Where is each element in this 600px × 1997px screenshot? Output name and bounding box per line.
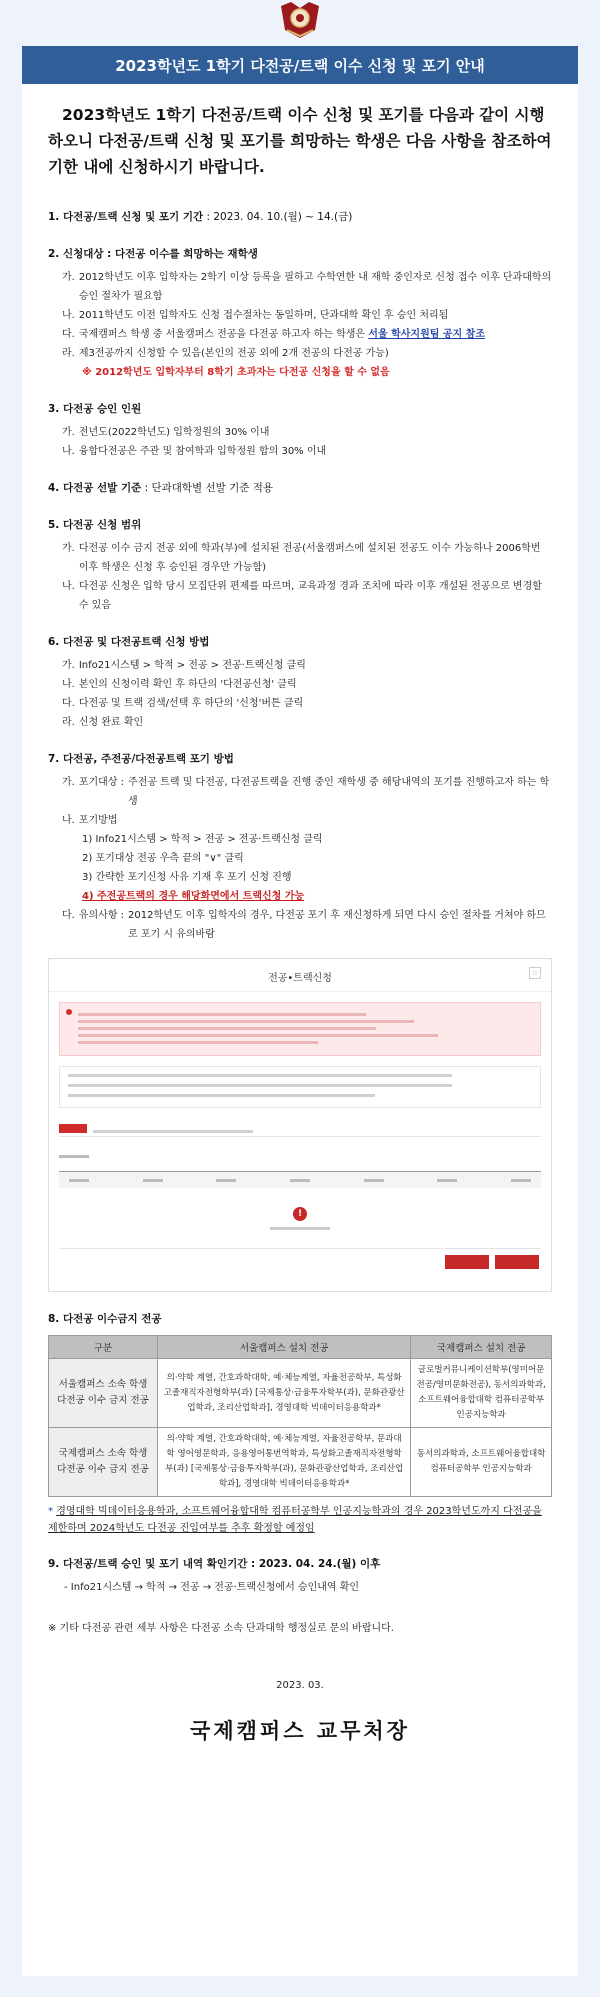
- period-line: [68, 1074, 452, 1077]
- alert-line: [78, 1027, 376, 1030]
- section-1-label: 1. 다전공/트랙 신청 및 포기 기간: [48, 211, 204, 223]
- screenshot-table-header: [59, 1171, 541, 1188]
- favorite-star-icon: ☆: [529, 967, 541, 979]
- intro-paragraph: [22, 84, 578, 190]
- section-7-item-a: [48, 773, 552, 811]
- item-text: 주전공 트랙 및 다전공, 다전공트랙을 진행 중인 재학생 중 해당내역의 포기를 진행하고자 하는 학생: [128, 777, 550, 807]
- logo-area: [0, 0, 600, 44]
- item-text: 전년도(2022학년도) 입학정원의 30% 이내: [78, 427, 270, 438]
- alert-line: [78, 1041, 318, 1044]
- item-marker: 가.: [62, 427, 75, 438]
- item-text-part: 국제캠퍼스 학생 중 서울캠퍼스 전공을 다전공 하고자 하는 학생은: [78, 329, 369, 340]
- item-marker: 나.: [62, 310, 75, 321]
- screenshot-alert-box: [59, 1002, 541, 1056]
- section-7-step-4: 4) 주전공트랙의 경우 해당화면에서 트랙신청 가능: [82, 891, 305, 902]
- section-6-item-d: [48, 713, 552, 732]
- item-marker: 가.: [62, 272, 75, 283]
- item-marker: 나.: [62, 679, 75, 690]
- seoul-notice-link[interactable]: 서울 학사지원팀 공지 참조: [368, 329, 485, 340]
- etc-note: ※ 기타 다전공 관련 세부 사항은 다전공 소속 단과대학 행정실로 문의 바랍니다.: [48, 1623, 394, 1634]
- section-3-item-a: [48, 423, 552, 442]
- item-text: 2012학년도 이후 입학자의 경우, 다전공 포기 후 재신청하게 되면 다시 승인 절차를 거쳐야 하므로 포기 시 유의바람: [128, 910, 546, 940]
- footnote-text: 경영대학 빅데이터응용학과, 소프트웨어융합대학 컴퓨터공학부 인공지능학과의 경우 2023학년도까지 다전공을 제한하며 2024학년도 다전공 진입여부를 추후 확정할 예정임: [48, 1506, 542, 1534]
- screenshot-empty-state: [59, 1188, 541, 1249]
- table-header: 구분: [49, 1336, 158, 1359]
- section-3-heading: 3. 다전공 승인 인원: [48, 403, 142, 415]
- section-9-item: - Info21시스템 → 학적 → 전공 → 전공·트랙신청에서 승인내역 확인: [64, 1582, 360, 1593]
- notice-title-banner: [22, 46, 578, 84]
- seoul-cell: 의·약학 계열, 간호과학대학, 예·체능계열, 자율전공학부, 문과대학 영어영문학과, 응용영어통번역학과, 특성화고졸재직자전형학부(과) [국제통상·금융투자학부(과), 문화관광산업학과, 조리산업학과], 경영대학 빅데이터응용학과*: [158, 1428, 411, 1497]
- item-text: 다전공 및 트랙 검색/선택 후 하단의 '신청'버튼 클릭: [78, 698, 304, 709]
- major-badge: [59, 1124, 87, 1133]
- table-header-row: [49, 1336, 552, 1359]
- section-9: [22, 1555, 578, 1638]
- notice-signer: 국제캠퍼스 교무처장: [190, 1719, 410, 1743]
- major-line: [93, 1130, 253, 1133]
- section-9-heading: 9. 다전공/트랙 승인 및 포기 내역 확인기간 : 2023. 04. 24.(월) 이후: [48, 1558, 381, 1570]
- table-header: 국제캠퍼스 설치 전공: [411, 1336, 552, 1359]
- item-marker: 라.: [62, 348, 75, 359]
- section-2-item-c: [48, 325, 552, 344]
- intl-cell: 글로벌커뮤니케이션학부(영미어문전공/영미문화전공), 동서의과학과, 소프트웨어융합대학 컴퓨터공학부 인공지능학과: [411, 1359, 552, 1428]
- notice-frame: [22, 46, 578, 1976]
- section-2-item-b: [48, 306, 552, 325]
- section-6-item-b: [48, 675, 552, 694]
- item-marker: 나.: [62, 446, 75, 457]
- section-1: [48, 208, 552, 227]
- alert-line: [78, 1034, 438, 1037]
- alert-icon: [66, 1009, 72, 1015]
- section-7-step-2: 2) 포기대상 전공 우측 끝의 "∨" 클릭: [82, 853, 244, 864]
- item-marker: 다.: [62, 910, 75, 921]
- seoul-cell: 의·약학 계열, 간호과학대학, 예·체능계열, 자율전공학부, 특성화고졸재직자전형학부(과) [국제통상·금융투자학부(과), 문화관광산업학과, 조리산업학과], 경영대학 빅데이터응용학과*: [158, 1359, 411, 1428]
- item-text: 융합다전공은 주관 및 참여학과 입학정원 합의 30% 이내: [78, 446, 327, 457]
- period-line: [68, 1094, 375, 1097]
- section-4: [48, 479, 552, 498]
- section-2-heading: 2. 신청대상 : 다전공 이수를 희망하는 재학생: [48, 248, 258, 260]
- notice-title: 2023학년도 1학기 다전공/트랙 이수 신청 및 포기 안내: [115, 56, 485, 75]
- item-marker: 나.: [62, 581, 75, 592]
- item-marker: 다.: [62, 329, 75, 340]
- history-label-line: [59, 1155, 89, 1158]
- row-head: 서울캠퍼스 소속 학생 다전공 이수 금지 전공: [49, 1359, 158, 1428]
- banned-majors-table: [48, 1335, 552, 1497]
- section-7-step-1: 1) Info21시스템 > 학적 > 전공 > 전공·트랙신청 클릭: [82, 834, 323, 845]
- item-text: 다전공 이수 금지 전공 외에 학과(부)에 설치된 전공(서울캠퍼스에 설치된 전공도 이수 가능하나 2006학번 이후 학생은 신청 후 승인된 경우만 가능함): [78, 543, 541, 573]
- screenshot-period-box: [59, 1066, 541, 1108]
- section-4-label: 4. 다전공 선발 기준: [48, 482, 142, 494]
- section-6-item-a: [48, 656, 552, 675]
- table-row: [49, 1428, 552, 1497]
- section-7-heading: 7. 다전공, 주전공/다전공트랙 포기 방법: [48, 753, 234, 765]
- intro-text: 2023학년도 1학기 다전공/트랙 이수 신청 및 포기를 다음과 같이 시행하오니 다전공/트랙 신청 및 포기를 희망하는 학생은 다음 사항을 참조하여 기한 내에 신청하시기 바랍니다.: [48, 106, 552, 176]
- section-6-heading: 6. 다전공 및 다전공트랙 신청 방법: [48, 636, 210, 648]
- section-7-step-3: 3) 간략한 포기신청 사유 기재 후 포기 신청 진행: [82, 872, 292, 883]
- university-emblem-icon: [277, 0, 323, 40]
- section-5-item-b: [48, 577, 552, 615]
- item-text: 2012학년도 이후 입학자는 2학기 이상 등록을 필하고 수학연한 내 재학 중인자로 신청 접수 이후 단과대학의 승인 절차가 필요함: [78, 272, 552, 302]
- period-line: [68, 1084, 452, 1087]
- item-text: 신청 완료 확인: [78, 717, 144, 728]
- item-text: 제3전공까지 신청할 수 있음(본인의 전공 외에 2개 전공의 다전공 가능): [78, 348, 389, 359]
- item-marker: 가.: [62, 777, 75, 788]
- item-text: 다전공 신청은 입학 당시 모집단위 편제를 따르며, 교육과정 경과 조치에 따라 이후 개설된 전공으로 변경할 수 있음: [78, 581, 542, 611]
- section-6-item-c: [48, 694, 552, 713]
- item-head: 포기대상 :: [78, 777, 125, 788]
- section-2-item-a: [48, 268, 552, 306]
- intl-cell: 동서의과학과, 소프트웨어융합대학 컴퓨터공학부 인공지능학과: [411, 1428, 552, 1497]
- screenshot-major-row: [59, 1122, 541, 1137]
- item-text: Info21시스템 > 학적 > 전공 > 전공·트랙신청 클릭: [78, 660, 306, 671]
- empty-message-line: [270, 1227, 330, 1230]
- item-text: [79, 325, 552, 344]
- section-1-value: : 2023. 04. 10.(월) ~ 14.(금): [203, 211, 353, 223]
- row-head: 국제캠퍼스 소속 학생 다전공 이수 금지 전공: [49, 1428, 158, 1497]
- item-text: 본인의 신청이력 확인 후 하단의 '다전공신청' 클릭: [78, 679, 297, 690]
- item-marker: 다.: [62, 698, 75, 709]
- table-header: 서울캠퍼스 설치 전공: [158, 1336, 411, 1359]
- section-5-heading: 5. 다전공 신청 범위: [48, 519, 142, 531]
- item-text: 포기방법: [78, 815, 118, 826]
- error-icon: !: [293, 1207, 307, 1221]
- screenshot-title: 전공•트랙신청: [49, 959, 551, 992]
- alert-line: [78, 1013, 366, 1016]
- item-text: 2011학년도 이전 입학자도 신청 접수절차는 동일하며, 단과대학 확인 후 승인 처리됨: [78, 310, 449, 321]
- apply-major-button[interactable]: [445, 1255, 489, 1269]
- item-head: 유의사항 :: [78, 910, 125, 921]
- table-row: [49, 1359, 552, 1428]
- footnote-mark: *: [48, 1506, 53, 1517]
- item-marker: 가.: [62, 543, 75, 554]
- section-7-item-b: [48, 811, 552, 830]
- item-marker: 나.: [62, 815, 75, 826]
- info21-screenshot: [48, 958, 552, 1292]
- section-5-item-a: [48, 539, 552, 577]
- notice-body: [22, 208, 578, 944]
- section-3-item-b: [48, 442, 552, 461]
- screenshot-buttons: [445, 1255, 539, 1269]
- alert-line: [78, 1020, 414, 1023]
- notice-date: 2023. 03.: [276, 1680, 324, 1691]
- screenshot-history-label: [59, 1153, 541, 1163]
- section-2-item-d: [48, 344, 552, 363]
- section-2-warning: ※ 2012학년도 입학자부터 8학기 초과자는 다전공 신청을 할 수 없음: [82, 367, 390, 378]
- section-7-item-c: [48, 906, 552, 944]
- apply-minor-button[interactable]: [495, 1255, 539, 1269]
- section-4-value: : 단과대학별 선발 기준 적용: [141, 482, 274, 494]
- table-footnote: [22, 1497, 578, 1537]
- section-8-heading: 8. 다전공 이수금지 전공: [48, 1313, 162, 1325]
- section-8: [22, 1310, 578, 1329]
- item-marker: 가.: [62, 660, 75, 671]
- item-marker: 라.: [62, 717, 75, 728]
